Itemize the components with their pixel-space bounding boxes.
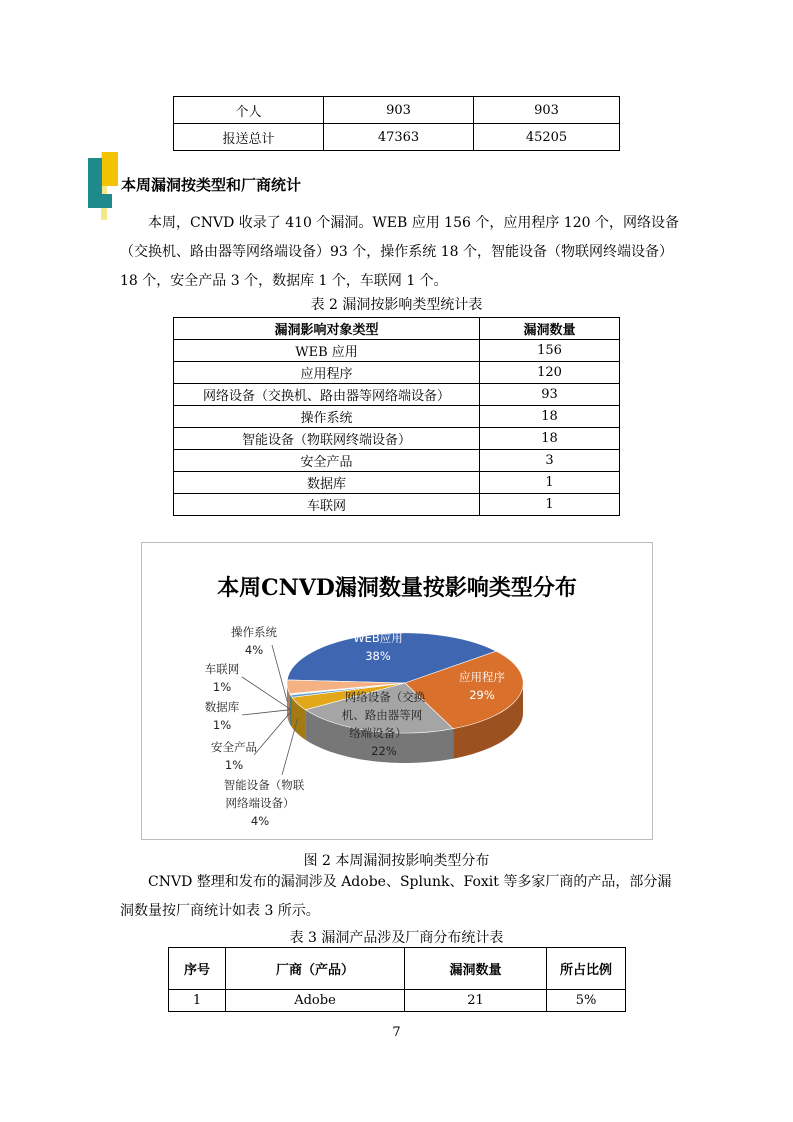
column-header: 序号 <box>169 948 226 990</box>
table-row <box>174 384 620 406</box>
slice-label-app: 应用程序 <box>459 670 505 684</box>
slice-label-car: 车联网 <box>204 662 240 676</box>
paragraph <box>120 868 680 926</box>
table-cell: 网络设备（交换机、路由器等网络端设备） <box>174 384 480 406</box>
table-cell: 5% <box>547 990 626 1012</box>
chart-title: 本周CNVD漏洞数量按影响类型分布 <box>217 575 577 601</box>
table-cell: 120 <box>480 362 620 384</box>
table-cell: Adobe <box>226 990 405 1012</box>
table-cell: 45205 <box>474 124 620 151</box>
table-cell: 47363 <box>324 124 474 151</box>
table-cell: 1 <box>480 494 620 516</box>
table-cell: 903 <box>474 97 620 124</box>
slice-value-sec: 1% <box>224 758 244 772</box>
slice-label-net: 络端设备） <box>349 726 407 740</box>
table-cell: 应用程序 <box>174 362 480 384</box>
table-cell: 903 <box>324 97 474 124</box>
slice-label-sec: 安全产品 <box>211 740 257 754</box>
table-cell: 安全产品 <box>174 450 480 472</box>
table-row <box>174 406 620 428</box>
slice-label-net: 机、路由器等网 <box>341 708 423 722</box>
table-cell: 操作系统 <box>174 406 480 428</box>
leader-lines <box>242 645 298 775</box>
table-cell: 车联网 <box>174 494 480 516</box>
report-summary-table <box>173 96 620 151</box>
paragraph-text: CNVD 整理和发布的漏洞涉及 Adobe、Splunk、Foxit 等多家厂商的产品，部分漏洞数量按厂商统计如表 3 所示。 <box>120 874 672 919</box>
table-header-row <box>174 318 620 340</box>
slice-value-web: 38% <box>365 649 391 663</box>
slice-label-iot: 网络端设备） <box>225 796 295 810</box>
leader-line <box>242 677 290 709</box>
pie-chart <box>141 542 653 840</box>
table-row <box>174 472 620 494</box>
table-cell: 智能设备（物联网终端设备） <box>174 428 480 450</box>
table-row <box>174 124 620 151</box>
slice-value-car: 1% <box>212 680 232 694</box>
table-row <box>174 428 620 450</box>
leader-line <box>272 645 287 702</box>
leader-line <box>242 710 290 715</box>
paragraph <box>120 209 680 296</box>
vuln-type-table <box>173 317 620 516</box>
column-header: 漏洞影响对象类型 <box>174 318 480 340</box>
table-caption: 表 3 漏洞产品涉及厂商分布统计表 <box>289 930 504 946</box>
vendor-table <box>168 947 626 1012</box>
leader-line <box>254 711 291 755</box>
column-header: 厂商（产品） <box>226 948 405 990</box>
table-row <box>174 340 620 362</box>
table-row <box>174 494 620 516</box>
table-cell: 个人 <box>174 97 324 124</box>
table-cell: 93 <box>480 384 620 406</box>
slice-value-os: 4% <box>244 643 264 657</box>
column-header: 漏洞数量 <box>405 948 547 990</box>
table-cell: 数据库 <box>174 472 480 494</box>
table-header-row <box>169 948 626 990</box>
table-cell: 18 <box>480 406 620 428</box>
table-cell: 21 <box>405 990 547 1012</box>
slice-value-net: 22% <box>371 744 397 758</box>
pie-chart-canvas <box>142 543 652 839</box>
table-cell: 156 <box>480 340 620 362</box>
table-cell: 1 <box>169 990 226 1012</box>
figure-caption: 图 2 本周漏洞按影响类型分布 <box>303 853 490 869</box>
section-title: 本周漏洞按类型和厂商统计 <box>121 176 302 194</box>
table-row <box>174 362 620 384</box>
page-number: 7 <box>392 1025 401 1040</box>
table-cell: 18 <box>480 428 620 450</box>
paragraph-text: 本周，CNVD 收录了 410 个漏洞。WEB 应用 156 个，应用程序 120 个，网络设备（交换机、路由器等网络端设备）93 个，操作系统 18 个，智能设备（物联网终端设备）18 个，安全产品 3 个，数据库 1 个，车联网 1 个。 <box>120 215 679 289</box>
table-cell: 3 <box>480 450 620 472</box>
slice-label-db: 数据库 <box>204 700 240 714</box>
table-row <box>174 450 620 472</box>
slice-value-db: 1% <box>212 718 232 732</box>
table-cell: 报送总计 <box>174 124 324 151</box>
slice-label-os: 操作系统 <box>231 625 277 639</box>
slice-value-app: 29% <box>469 688 495 702</box>
table-row <box>169 990 626 1012</box>
slice-label-web: WEB应用 <box>353 631 403 645</box>
column-header: 所占比例 <box>547 948 626 990</box>
column-header: 漏洞数量 <box>480 318 620 340</box>
slice-label-net: 网络设备（交换 <box>344 690 426 704</box>
leader-line <box>282 719 298 775</box>
slice-label-iot: 智能设备（物联 <box>223 778 305 792</box>
table-caption: 表 2 漏洞按影响类型统计表 <box>310 297 483 313</box>
table-cell: WEB 应用 <box>174 340 480 362</box>
slice-value-iot: 4% <box>250 814 270 828</box>
table-row <box>174 97 620 124</box>
table-cell: 1 <box>480 472 620 494</box>
